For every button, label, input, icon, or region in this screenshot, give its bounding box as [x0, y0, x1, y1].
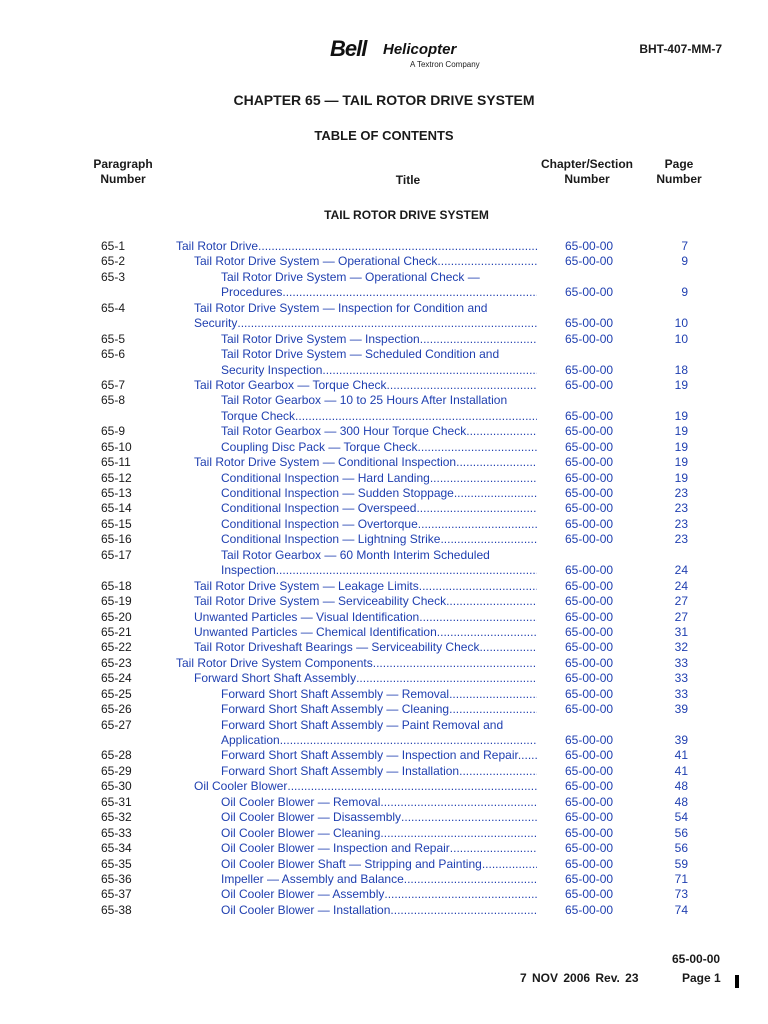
chapter-section-number[interactable]: 65-00-00 [565, 455, 614, 470]
toc-row [0, 316, 768, 331]
entry-title: Tail Rotor Gearbox — 300 Hour Torque Check [221, 424, 467, 439]
entry-title: Tail Rotor Driveshaft Bearings — Serviceability Check [194, 640, 480, 655]
dot-leader [449, 687, 537, 702]
chapter-section-number[interactable]: 65-00-00 [565, 733, 614, 747]
paragraph-number: 65-37 [101, 887, 132, 902]
chapter-section-number[interactable]: 65-00-00 [565, 640, 614, 655]
toc-title: TABLE OF CONTENTS [314, 128, 454, 143]
page-number[interactable]: 74 [674, 902, 688, 917]
toc-entry-link[interactable] [176, 656, 537, 671]
page-number[interactable]: 31 [674, 624, 688, 639]
page-number[interactable]: 48 [674, 779, 688, 794]
toc-row [0, 378, 768, 393]
toc-row [0, 903, 768, 918]
toc-entry-link[interactable] [221, 810, 537, 825]
toc-row [0, 563, 768, 578]
toc-row [0, 610, 768, 625]
chapter-section-number[interactable]: 65-00-00 [565, 424, 614, 439]
entry-title: Inspection [221, 563, 276, 578]
paragraph-number: 65-15 [101, 516, 132, 531]
dot-leader [437, 625, 537, 640]
entry-title: Tail Rotor Drive [176, 239, 259, 253]
logo-bell-wordmark: Bell [330, 36, 367, 61]
toc-row [0, 764, 768, 779]
toc-entry-link[interactable] [221, 795, 537, 810]
chapter-section-number[interactable]: 65-00-00 [565, 841, 614, 856]
entry-title: Tail Rotor Drive System Components [176, 655, 373, 670]
page-number[interactable]: 33 [674, 671, 688, 686]
toc-row [0, 424, 768, 439]
entry-title: Procedures [221, 285, 283, 300]
toc-entry-link[interactable] [221, 857, 537, 872]
toc-row [0, 455, 768, 470]
toc-row [0, 239, 768, 254]
dot-leader [459, 764, 537, 779]
entry-title: Conditional Inspection — Hard Landing [221, 470, 430, 485]
paragraph-number: 65-26 [101, 702, 132, 717]
toc-entry-link[interactable] [194, 610, 537, 625]
document-id: BHT-407-MM-7 [639, 42, 722, 56]
toc-row [0, 733, 768, 748]
toc-row [0, 887, 768, 902]
toc-entry-link[interactable] [221, 748, 537, 763]
chapter-section-number[interactable]: 65-00-00 [565, 609, 614, 624]
toc-entry-link[interactable]: Tail Rotor Gearbox — 60 Month Interim Scheduled [221, 547, 490, 562]
toc-entry-link[interactable] [194, 254, 537, 269]
toc-entry-link[interactable]: Tail Rotor Drive System — Scheduled Condition and [221, 347, 500, 362]
paragraph-number: 65-16 [101, 532, 132, 547]
entry-title: Oil Cooler Blower — Cleaning [221, 825, 381, 840]
chapter-section-number[interactable]: 65-00-00 [565, 501, 614, 516]
dot-leader [287, 779, 537, 794]
entry-title: Tail Rotor Drive System — Conditional Inspection [194, 455, 457, 470]
page-number[interactable]: 24 [674, 563, 688, 578]
entry-title: Oil Cooler Blower — Assembly [221, 887, 385, 902]
toc-entry-link[interactable] [221, 764, 537, 779]
dot-leader [373, 656, 537, 671]
paragraph-number: 65-2 [101, 254, 126, 269]
toc-entry-link[interactable] [194, 316, 537, 331]
dot-leader [380, 826, 537, 841]
chapter-section-number[interactable]: 65-00-00 [565, 532, 614, 547]
page-number[interactable]: 10 [674, 316, 688, 331]
toc-row [0, 826, 768, 841]
page-number[interactable]: 24 [674, 578, 688, 593]
chapter-section-number[interactable]: 65-00-00 [565, 331, 614, 346]
chapter-title: CHAPTER 65 — TAIL ROTOR DRIVE SYSTEM [233, 92, 535, 108]
page-number[interactable]: 56 [674, 841, 688, 856]
page-number[interactable]: 54 [674, 810, 688, 825]
entry-title: Forward Short Shaft Assembly [194, 671, 357, 686]
toc-row [0, 363, 768, 378]
page-number[interactable]: 32 [674, 640, 688, 655]
dot-leader [295, 409, 537, 424]
page-number[interactable]: 33 [674, 686, 688, 701]
toc-row [0, 409, 768, 424]
entry-title: Impeller — Assembly and Balance [221, 871, 404, 886]
toc-row [0, 301, 768, 316]
chapter-section-number[interactable]: 65-00-00 [565, 439, 614, 454]
chapter-section-number[interactable]: 65-00-00 [565, 779, 614, 794]
entry-title: Tail Rotor Gearbox — Torque Check [194, 377, 387, 392]
page-number[interactable]: 19 [674, 408, 688, 423]
entry-title: Oil Cooler Blower [194, 779, 288, 794]
page-number[interactable]: 23 [674, 516, 688, 531]
page-number[interactable]: 19 [674, 377, 688, 392]
chapter-section-number[interactable]: 65-00-00 [565, 516, 614, 531]
chapter-section-number[interactable]: 65-00-00 [565, 686, 614, 701]
page-number[interactable]: 27 [674, 609, 688, 624]
toc-entry-link[interactable] [221, 285, 537, 300]
toc-row [0, 702, 768, 717]
paragraph-number: 65-21 [101, 624, 132, 639]
toc-row [0, 748, 768, 763]
paragraph-number: 65-13 [101, 486, 132, 500]
page-number[interactable]: 23 [674, 501, 688, 516]
toc-entry-link[interactable] [221, 332, 537, 347]
dot-leader [322, 363, 537, 378]
entry-title: Conditional Inspection — Overspeed [221, 501, 417, 516]
paragraph-number: 65-31 [101, 794, 132, 809]
paragraph-number: 65-4 [101, 300, 126, 315]
column-header-page-number: Page Number [656, 157, 702, 186]
entry-title: Forward Short Shaft Assembly — Installation [221, 763, 460, 778]
toc-row [0, 810, 768, 825]
toc-row [0, 857, 768, 872]
dot-leader [450, 841, 537, 856]
entry-title: Oil Cooler Blower — Installation [221, 902, 391, 917]
page-number[interactable]: 56 [674, 825, 688, 840]
toc-entry-link[interactable] [221, 440, 537, 455]
toc-entry-link[interactable] [221, 841, 537, 856]
entry-title: Coupling Disc Pack — Torque Check [221, 439, 418, 454]
dot-leader [416, 501, 537, 516]
paragraph-number: 65-32 [101, 810, 132, 825]
chapter-section-number[interactable]: 65-00-00 [565, 285, 614, 300]
paragraph-number: 65-34 [101, 841, 132, 856]
paragraph-number: 65-12 [101, 470, 132, 485]
dot-leader [437, 254, 537, 269]
toc-row [0, 594, 768, 609]
page-number[interactable]: 41 [674, 748, 688, 763]
toc-row [0, 687, 768, 702]
page-number[interactable]: 7 [681, 239, 688, 253]
toc-row [0, 270, 768, 285]
bell-helicopter-logo [330, 38, 490, 74]
paragraph-number: 65-27 [101, 717, 132, 732]
chapter-section-number[interactable]: 65-00-00 [565, 794, 614, 809]
entry-title: Tail Rotor Drive System — Inspection [221, 331, 420, 346]
entry-title: Oil Cooler Blower — Removal [221, 794, 381, 809]
page-number[interactable]: 39 [674, 733, 688, 747]
toc-entry-link[interactable] [221, 872, 537, 887]
entry-title: Tail Rotor Drive System — Serviceability Check [194, 594, 447, 609]
page-number[interactable]: 10 [674, 331, 688, 346]
chapter-section-number[interactable]: 65-00-00 [565, 902, 614, 917]
entry-title: Conditional Inspection — Overtorque [221, 516, 418, 531]
page-number[interactable]: 73 [674, 887, 688, 902]
toc-entry-link[interactable] [221, 687, 537, 702]
toc-row [0, 332, 768, 347]
chapter-section-number[interactable]: 65-00-00 [565, 871, 614, 886]
toc-entry-link[interactable]: Tail Rotor Drive System — Operational Check — [221, 269, 480, 284]
paragraph-number: 65-22 [101, 640, 132, 655]
toc-entry-link[interactable] [221, 887, 537, 902]
toc-row [0, 841, 768, 856]
column-header-chapter-section: Chapter/Section Number [540, 157, 633, 186]
paragraph-number: 65-9 [101, 424, 126, 439]
chapter-section-number[interactable]: 65-00-00 [565, 702, 614, 717]
toc-entry-link[interactable] [221, 826, 537, 841]
page-number[interactable]: 23 [674, 486, 688, 500]
toc-row [0, 671, 768, 686]
chapter-section-number[interactable]: 65-00-00 [565, 486, 614, 500]
toc-row [0, 640, 768, 655]
dot-leader [237, 316, 537, 331]
dot-leader [440, 532, 537, 547]
toc-entry-link[interactable]: Forward Short Shaft Assembly — Paint Removal and [221, 717, 504, 732]
toc-entry-link[interactable] [194, 455, 537, 470]
dot-leader [449, 702, 537, 717]
entry-title: Forward Short Shaft Assembly — Cleaning [221, 702, 450, 717]
dot-leader [420, 332, 537, 347]
paragraph-number: 65-28 [101, 748, 132, 763]
toc-entry-link[interactable] [194, 625, 537, 640]
dot-leader [419, 579, 537, 594]
page-number[interactable]: 23 [674, 532, 688, 547]
toc-entry-link[interactable] [221, 471, 537, 486]
page-number[interactable]: 39 [674, 702, 688, 717]
entry-title: Tail Rotor Drive System — Operational Check [194, 254, 438, 269]
paragraph-number: 65-5 [101, 331, 126, 346]
chapter-section-number[interactable]: 65-00-00 [565, 316, 614, 331]
toc-row [0, 486, 768, 501]
entry-title: Application [221, 733, 280, 747]
paragraph-number: 65-1 [101, 239, 126, 253]
column-header-paragraph-number: Paragraph Number [93, 157, 153, 186]
toc-row [0, 285, 768, 300]
toc-row [0, 779, 768, 794]
toc-row [0, 579, 768, 594]
chapter-section-number[interactable]: 65-00-00 [565, 470, 614, 485]
chapter-section-number[interactable]: 65-00-00 [565, 624, 614, 639]
dot-leader [418, 440, 537, 455]
toc-row [0, 254, 768, 269]
chapter-section-number[interactable]: 65-00-00 [565, 408, 614, 423]
entry-title: Conditional Inspection — Lightning Strike [221, 532, 441, 547]
logo-helicopter-text: Helicopter [383, 41, 457, 58]
paragraph-number: 65-24 [101, 671, 132, 686]
dot-leader [466, 424, 537, 439]
toc-entry-link[interactable] [221, 409, 537, 424]
toc-entry-link[interactable] [221, 501, 537, 516]
dot-leader [456, 455, 537, 470]
toc-entry-link[interactable] [221, 363, 537, 378]
dot-leader [401, 810, 537, 825]
toc-entry-link[interactable] [221, 532, 537, 547]
page-number[interactable]: 19 [674, 470, 688, 485]
entry-title: Oil Cooler Blower — Disassembly [221, 810, 402, 825]
toc-row [0, 718, 768, 733]
page-number[interactable]: 71 [674, 871, 688, 886]
entry-title: Security [194, 316, 238, 331]
entry-title: Conditional Inspection — Sudden Stoppage [221, 486, 454, 500]
toc-entry-link[interactable] [194, 594, 537, 609]
chapter-section-number[interactable]: 65-00-00 [565, 671, 614, 686]
toc-row [0, 440, 768, 455]
chapter-section-number[interactable]: 65-00-00 [565, 254, 614, 269]
page-number[interactable]: 19 [674, 455, 688, 470]
toc-entry-link[interactable] [194, 579, 537, 594]
toc-entry-link[interactable]: Tail Rotor Drive System — Inspection for Condition and [194, 300, 488, 315]
dot-leader [387, 378, 537, 393]
dot-leader [390, 903, 537, 918]
paragraph-number: 65-36 [101, 871, 132, 886]
toc-row [0, 795, 768, 810]
chapter-section-number[interactable]: 65-00-00 [565, 856, 614, 871]
toc-entry-link[interactable] [221, 424, 537, 439]
paragraph-number: 65-6 [101, 347, 126, 362]
entry-title: Oil Cooler Blower Shaft — Stripping and Painting [221, 856, 482, 871]
toc-entry-link[interactable] [194, 378, 537, 393]
toc-row [0, 471, 768, 486]
entry-title: Forward Short Shaft Assembly — Inspection and Repair. [221, 748, 522, 763]
paragraph-number: 65-38 [101, 902, 132, 917]
paragraph-number: 65-17 [101, 547, 132, 562]
dot-leader [404, 872, 537, 887]
toc-entry-link[interactable] [221, 702, 537, 717]
chapter-section-number[interactable]: 65-00-00 [565, 239, 614, 253]
chapter-section-number[interactable]: 65-00-00 [565, 594, 614, 609]
paragraph-number: 65-20 [101, 609, 132, 624]
page-number[interactable]: 27 [674, 594, 688, 609]
chapter-section-number[interactable]: 65-00-00 [565, 578, 614, 593]
section-heading: TAIL ROTOR DRIVE SYSTEM [324, 208, 489, 222]
entry-title: Torque Check [221, 408, 296, 423]
toc-row [0, 548, 768, 563]
page-number[interactable]: 59 [674, 856, 688, 871]
dot-leader [380, 795, 537, 810]
entry-title: Unwanted Particles — Visual Identification [194, 609, 420, 624]
page-number[interactable]: 41 [674, 763, 688, 778]
dot-leader [282, 285, 537, 300]
chapter-section-number[interactable]: 65-00-00 [565, 563, 614, 578]
dot-leader [521, 748, 537, 763]
toc-row [0, 347, 768, 362]
dot-leader [384, 887, 537, 902]
revision-change-bar [735, 975, 739, 988]
entry-title: Unwanted Particles — Chemical Identification [194, 624, 437, 639]
toc-row [0, 501, 768, 516]
paragraph-number: 65-18 [101, 578, 132, 593]
toc-entry-link[interactable] [221, 563, 537, 578]
toc-entry-link[interactable] [194, 779, 537, 794]
paragraph-number: 65-33 [101, 825, 132, 840]
page-number[interactable]: 33 [674, 655, 688, 670]
chapter-section-number[interactable]: 65-00-00 [565, 887, 614, 902]
paragraph-number: 65-35 [101, 856, 132, 871]
toc-entry-link[interactable] [194, 640, 537, 655]
chapter-section-number[interactable]: 65-00-00 [565, 810, 614, 825]
chapter-section-number[interactable]: 65-00-00 [565, 362, 614, 377]
entry-title: Oil Cooler Blower — Inspection and Repair [221, 841, 450, 856]
toc-row [0, 532, 768, 547]
page-number[interactable]: 48 [674, 794, 688, 809]
chapter-section-number[interactable]: 65-00-00 [565, 763, 614, 778]
column-header-title: Title [395, 173, 421, 187]
toc-entry-link[interactable] [221, 903, 537, 918]
chapter-section-number[interactable]: 65-00-00 [565, 748, 614, 763]
paragraph-number: 65-8 [101, 393, 126, 408]
entry-title: Tail Rotor Drive System — Leakage Limits [194, 578, 419, 593]
toc-entry-link[interactable]: Tail Rotor Gearbox — 10 to 25 Hours After Installation [221, 393, 508, 408]
toc-row [0, 393, 768, 408]
paragraph-number: 65-7 [101, 377, 126, 392]
dot-leader [280, 733, 537, 748]
toc-entry-link[interactable] [221, 486, 537, 501]
dot-leader [454, 486, 537, 501]
toc-row [0, 872, 768, 887]
dot-leader [479, 640, 537, 655]
dot-leader [258, 239, 537, 254]
dot-leader [419, 610, 537, 625]
dot-leader [430, 471, 537, 486]
page-number[interactable]: 19 [674, 424, 688, 439]
page-number[interactable]: 9 [681, 254, 688, 269]
paragraph-number: 65-11 [101, 455, 131, 470]
paragraph-number: 65-3 [101, 269, 126, 284]
dot-leader [356, 671, 537, 686]
entry-title: Security Inspection [221, 362, 323, 377]
toc-entry-link[interactable] [221, 517, 537, 532]
toc-entry-link[interactable] [221, 733, 537, 748]
chapter-section-number[interactable]: 65-00-00 [565, 655, 614, 670]
dot-leader [276, 563, 537, 578]
toc-row [0, 656, 768, 671]
chapter-section-number[interactable]: 65-00-00 [565, 825, 614, 840]
paragraph-number: 65-30 [101, 779, 132, 794]
chapter-section-number[interactable]: 65-00-00 [565, 377, 614, 392]
dot-leader [418, 517, 537, 532]
paragraph-number: 65-25 [101, 686, 132, 701]
dot-leader [446, 594, 537, 609]
footer-page-number: Page 1 [682, 971, 721, 985]
dot-leader [482, 857, 537, 872]
toc-row [0, 625, 768, 640]
footer-date-revision: 7 NOV 2006 Rev. 23 [520, 971, 639, 985]
footer-section-code: 65-00-00 [672, 952, 721, 966]
paragraph-number: 65-23 [101, 655, 132, 670]
toc-entries [0, 239, 768, 918]
logo-textron-text: A Textron Company [410, 60, 480, 69]
toc-entry-link[interactable] [194, 671, 537, 686]
toc-row [0, 517, 768, 532]
paragraph-number: 65-29 [101, 763, 132, 778]
entry-title: Forward Short Shaft Assembly — Removal [221, 686, 450, 701]
paragraph-number: 65-14 [101, 501, 132, 516]
page-number[interactable]: 9 [681, 285, 688, 300]
paragraph-number: 65-10 [101, 439, 132, 454]
page-number[interactable]: 18 [674, 362, 688, 377]
paragraph-number: 65-19 [101, 594, 132, 609]
toc-entry-link[interactable] [176, 239, 537, 254]
page-number[interactable]: 19 [674, 439, 688, 454]
